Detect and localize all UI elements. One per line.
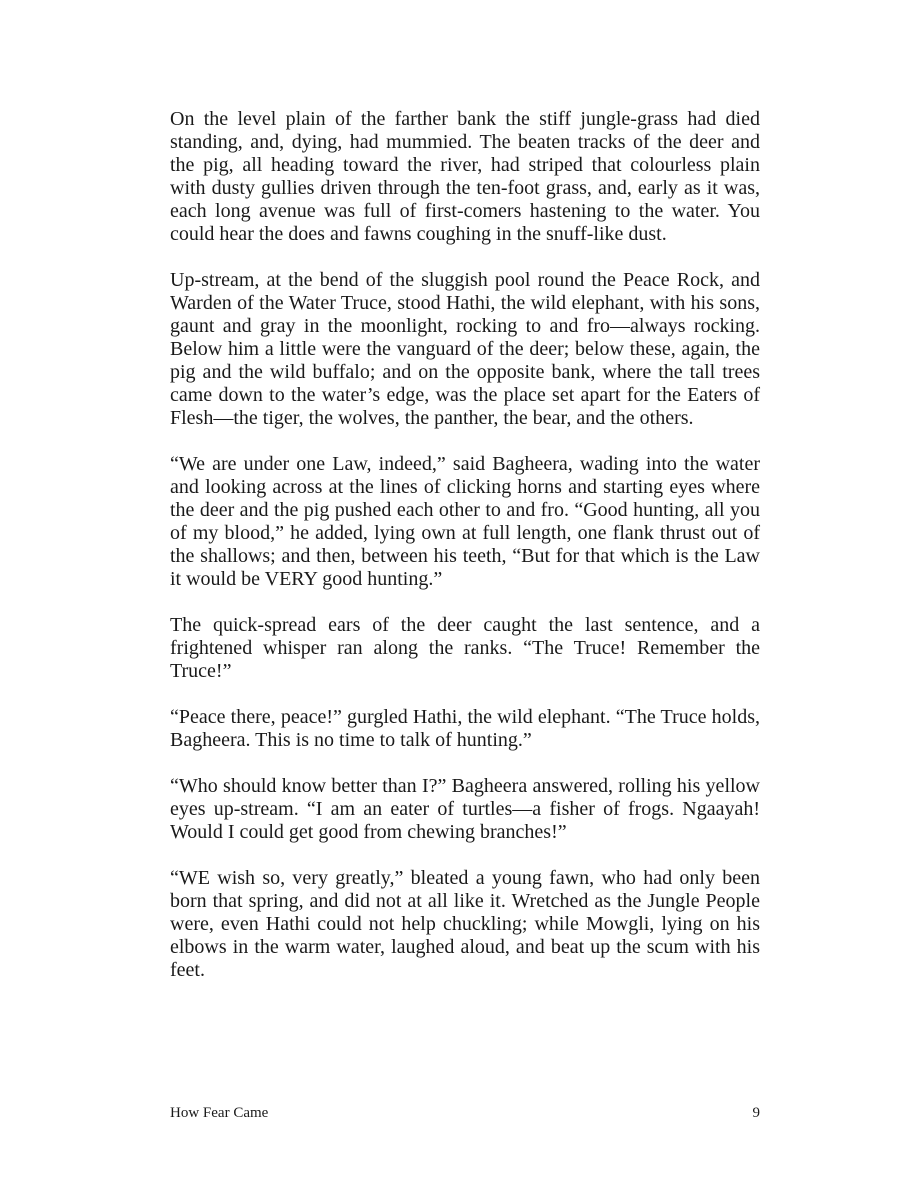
- page-footer: [170, 1103, 760, 1123]
- paragraph: The quick-spread ears of the deer caught the last sentence, and a frightened whisper ran along the ranks. “The Truce! Remember the Truce!”: [170, 614, 760, 682]
- paragraph: Up-stream, at the bend of the sluggish pool round the Peace Rock, and Warden of the Water Truce, stood Hathi, the wild elephant, with his sons, gaunt and gray in the moonlight, rocking to and fro—always rocking. Below him a little were the vanguard of the deer; below these, again, the pig and the wild buffalo; and on the opposite bank, where the tall trees came down to the water’s edge, was the place set apart for the Eaters of Flesh—the tiger, the wolves, the panther, the bear, and the others.: [170, 269, 760, 429]
- page-number: 9: [752, 1105, 760, 1121]
- running-footer-title: How Fear Came: [170, 1105, 269, 1121]
- paragraph: On the level plain of the farther bank the stiff jungle-grass had died standing, and, dying, had mummied. The beaten tracks of the deer and the pig, all heading toward the river, had striped that colourless plain with dusty gullies driven through the ten-foot grass, and, early as it was, each long avenue was full of first-comers hastening to the water. You could hear the does and fawns coughing in the snuff-like dust.: [170, 108, 760, 245]
- paragraph: “Who should know better than I?” Bagheera answered, rolling his yellow eyes up-stream. “I am an eater of turtles—a fisher of frogs. Ngaayah! Would I could get good from chewing branches!”: [170, 775, 760, 843]
- body-text: [170, 108, 760, 1005]
- paragraph: “WE wish so, very greatly,” bleated a young fawn, who had only been born that spring, and did not at all like it. Wretched as the Jungle People were, even Hathi could not help chuckling; while Mowgli, lying on his elbows in the warm water, laughed aloud, and beat up the scum with his feet.: [170, 867, 760, 981]
- paragraph: “We are under one Law, indeed,” said Bagheera, wading into the water and looking across at the lines of clicking horns and starting eyes where the deer and the pig pushed each other to and fro. “Good hunting, all you of my blood,” he added, lying own at full length, one flank thrust out of the shallows; and then, between his teeth, “But for that which is the Law it would be VERY good hunting.”: [170, 453, 760, 590]
- paragraph: “Peace there, peace!” gurgled Hathi, the wild elephant. “The Truce holds, Bagheera. This is no time to talk of hunting.”: [170, 706, 760, 751]
